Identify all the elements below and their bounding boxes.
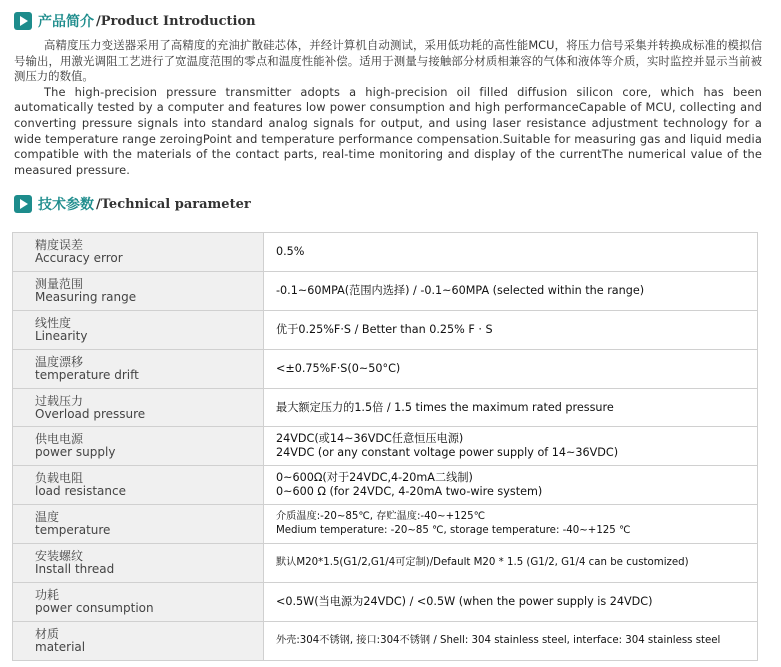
intro-title-cn: 产品简介 [38,14,94,30]
param-label-en: power consumption [35,600,154,615]
param-value-line: 24VDC(或14~36VDC任意恒压电源) [276,432,464,446]
param-value-line: 介质温度:-20~85℃, 存贮温度:-40~+125℃ [276,511,486,523]
intro-text [14,38,762,178]
param-value [264,388,758,427]
param-label-cn: 负载电阻 [35,471,84,486]
param-label-cn: 材质 [35,626,60,641]
param-value [264,466,758,505]
param-label-cn: 功耗 [35,587,60,602]
param-label-cn: 温度漂移 [35,354,84,369]
param-label-en: load resistance [35,484,126,499]
table-row [13,233,758,272]
param-title-en: /Technical parameter [96,196,251,212]
param-title-cn: 技术参数 [38,197,94,213]
table-row [13,505,758,544]
intro-section-header [14,10,256,32]
param-value-line: 0~600 Ω (for 24VDC, 4-20mA two-wire system) [276,485,543,499]
play-icon [14,195,32,213]
table-row [13,427,758,466]
param-value [264,271,758,310]
param-label-en: Install thread [35,562,115,577]
param-label [13,427,264,466]
param-label [13,388,264,427]
param-value-line: 0.5% [276,244,305,258]
param-label-cn: 供电电源 [35,432,84,447]
param-value-line: -0.1~60MPA(范围内选择) / -0.1~60MPA (selected within the range) [276,283,645,297]
param-label-en: Overload pressure [35,406,146,421]
param-label [13,621,264,660]
param-label-cn: 温度 [35,510,60,525]
param-value [264,310,758,349]
param-value [264,427,758,466]
table-row [13,583,758,622]
param-label [13,505,264,544]
param-label-cn: 安装螺纹 [35,549,84,564]
table-row [13,544,758,583]
param-label-en: Linearity [35,328,88,343]
param-label-en: power supply [35,445,116,460]
param-value [264,621,758,660]
param-value-line: <±0.75%F·S(0~50°C) [276,361,401,375]
param-value-line: Medium temperature: -20~85 ℃, storage temperature: -40~+125 ℃ [276,525,631,537]
table-row [13,310,758,349]
param-label [13,466,264,505]
param-label [13,349,264,388]
param-value [264,233,758,272]
param-label [13,544,264,583]
param-value-line: 外壳:304不锈钢, 接口:304不锈钢 / Shell: 304 stainless steel, interface: 304 stainless steel [276,634,721,646]
param-value-line: 优于0.25%F·S / Better than 0.25% F · S [276,322,493,336]
param-value [264,349,758,388]
table-row [13,349,758,388]
intro-paragraph-en: The high-precision pressure transmitter adopts a high-precision oil filled diffusion silicon core, which has been automatically tested by a computer and features low power consumption and high performanceCapable of MCU, collecting and converting pressure signals into standard analog signals for output, and using laser resistance adjustment technology for a wide temperature range zeroingPoint and temperature performance compensation.Suitable for measuring gas and liquid media compatible with the materials of the contact parts, real-time monitoring and display of the currentThe numerical value of the measured pressure. [14,84,762,177]
param-label [13,583,264,622]
param-label-cn: 精度误差 [35,237,84,252]
param-label [13,271,264,310]
param-value-line: 默认M20*1.5(G1/2,G1/4可定制)/Default M20 * 1.5 (G1/2, G1/4 can be customized) [276,557,689,569]
intro-title-en: /Product Introduction [96,13,256,29]
param-label-en: temperature [35,523,111,538]
technical-parameter-table [12,232,758,661]
param-value-line: <0.5W(当电源为24VDC) / <0.5W (when the power supply is 24VDC) [276,594,653,608]
param-value [264,583,758,622]
param-label-en: material [35,639,86,654]
param-label [13,233,264,272]
param-label [13,310,264,349]
param-value-line: 24VDC (or any constant voltage power supply of 14~36VDC) [276,446,619,460]
param-label-en: Accuracy error [35,250,123,265]
intro-paragraph-cn: 高精度压力变送器采用了高精度的充油扩散硅芯体，并经计算机自动测试，采用低功耗的高性能MCU，将压力信号采集并转换成标准的模拟信号输出，用激光调阻工艺进行了宽温度范围的零点和温度性能补偿。适用于测量与接触部分材质相兼容的气体和液体等介质，实时监控并显示当前被测压力的数值。 [14,38,762,84]
param-section-header [14,193,251,215]
table-row [13,271,758,310]
param-label-en: Measuring range [35,289,137,304]
play-icon [14,12,32,30]
param-label-en: temperature drift [35,367,139,382]
param-value [264,544,758,583]
param-value-line: 0~600Ω(对于24VDC,4-20mA二线制) [276,471,473,485]
table-row [13,621,758,660]
param-value-line: 最大额定压力的1.5倍 / 1.5 times the maximum rated pressure [276,400,614,414]
param-value [264,505,758,544]
param-label-cn: 线性度 [35,315,72,330]
table-row [13,466,758,505]
param-label-cn: 测量范围 [35,276,84,291]
param-label-cn: 过载压力 [35,393,84,408]
table-row [13,388,758,427]
